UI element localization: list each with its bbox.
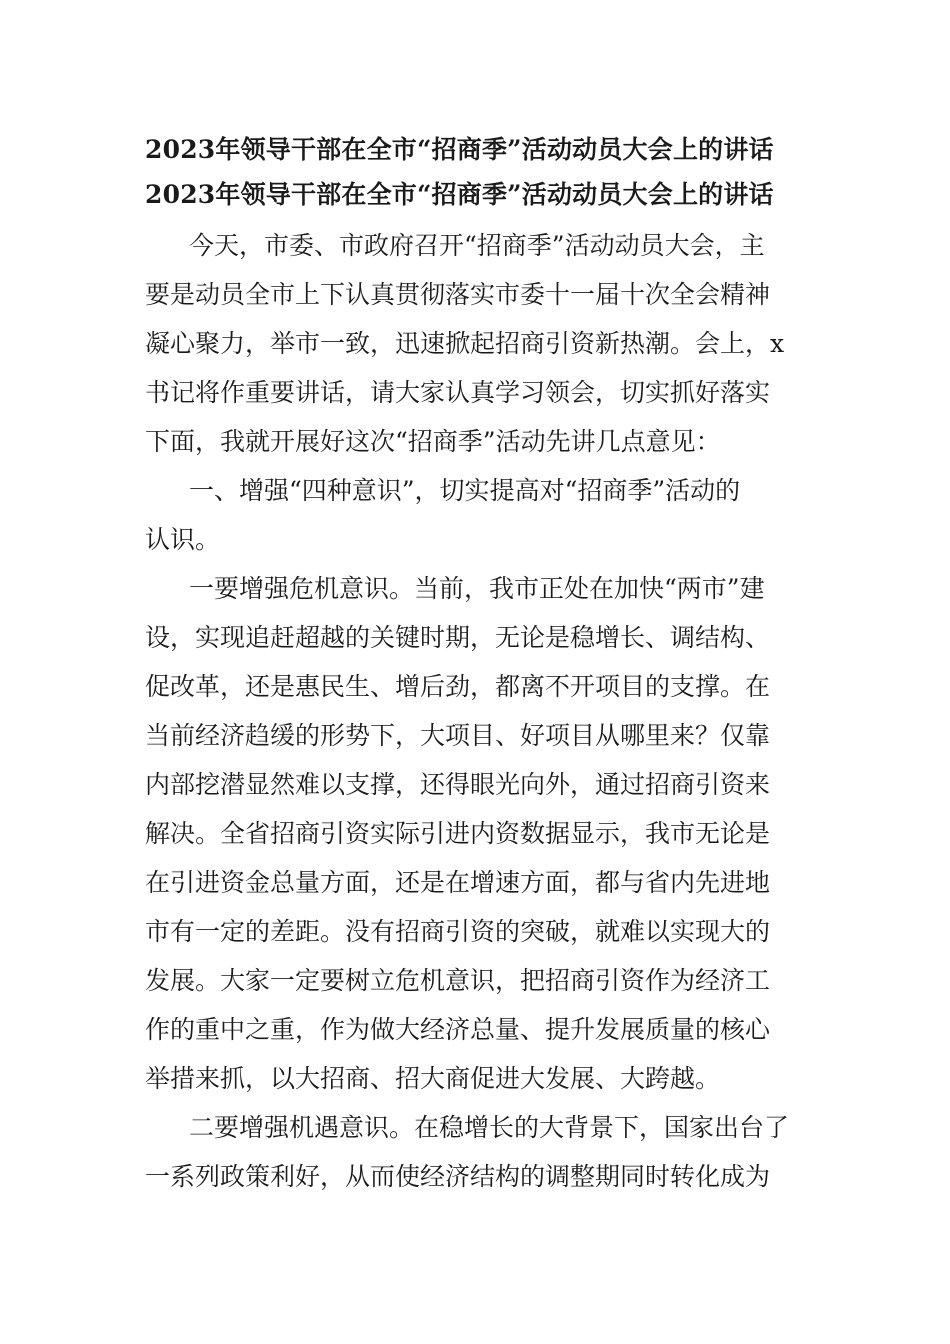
text-line: 举措来抓，以大招商、招大商促进大发展、大跨越。 [145, 1064, 721, 1093]
document-title-line-2: 2023年领导干部在全市“招商季”活动动员大会上的讲话 [145, 180, 774, 209]
text-line: 二要增强机遇意识。在稳增长的大背景下，国家出台了 [189, 1113, 790, 1142]
text-line: 当前经济趋缓的形势下，大项目、好项目从哪里来？仅靠 [145, 721, 771, 750]
text-line: 市有一定的差距。没有招商引资的突破，就难以实现大的 [145, 917, 771, 946]
text-line: 解决。全省招商引资实际引进内资数据显示，我市无论是 [145, 819, 771, 848]
text-line: 设，实现追赶超越的关键时期，无论是稳增长、调结构、 [145, 623, 771, 652]
paragraph-crisis-awareness [145, 564, 807, 1103]
text-line: 凝心聚力，举市一致，迅速掀起招商引资新热潮。会上，x [145, 329, 785, 358]
text-line: 发展。大家一定要树立危机意识，把招商引资作为经济工 [145, 966, 771, 995]
text-line: 一、增强“四种意识”，切实提高对“招商季”活动的 [189, 476, 741, 505]
text-line: 认识。 [145, 525, 221, 554]
text-line: 书记将作重要讲话，请大家认真学习领会，切实抓好落实 [145, 378, 771, 407]
document-title-line-1: 2023年领导干部在全市“招商季”活动动员大会上的讲话 [145, 135, 774, 164]
section-heading-1 [145, 466, 807, 564]
text-line: 一要增强危机意识。当前，我市正处在加快“两市”建 [189, 574, 765, 603]
text-line: 一系列政策利好，从而使经济结构的调整期同时转化成为 [145, 1162, 771, 1191]
text-line: 在引进资金总量方面，还是在增速方面，都与省内先进地 [145, 868, 771, 897]
text-line: 作的重中之重，作为做大经济总量、提升发展质量的核心 [145, 1015, 771, 1044]
text-line: 内部挖潜显然难以支撑，还得眼光向外，通过招商引资来 [145, 770, 771, 799]
paragraph-intro [145, 221, 807, 466]
text-line: 促改革，还是惠民生、增后劲，都离不开项目的支撑。在 [145, 672, 771, 701]
text-line: 今天，市委、市政府召开“招商季”活动动员大会，主 [189, 231, 765, 260]
document-page [145, 127, 807, 1201]
paragraph-opportunity-awareness [145, 1103, 807, 1201]
text-line: 要是动员全市上下认真贯彻落实市委十一届十次全会精神 [145, 280, 771, 309]
text-line: 下面，我就开展好这次“招商季”活动先讲几点意见： [145, 427, 721, 456]
